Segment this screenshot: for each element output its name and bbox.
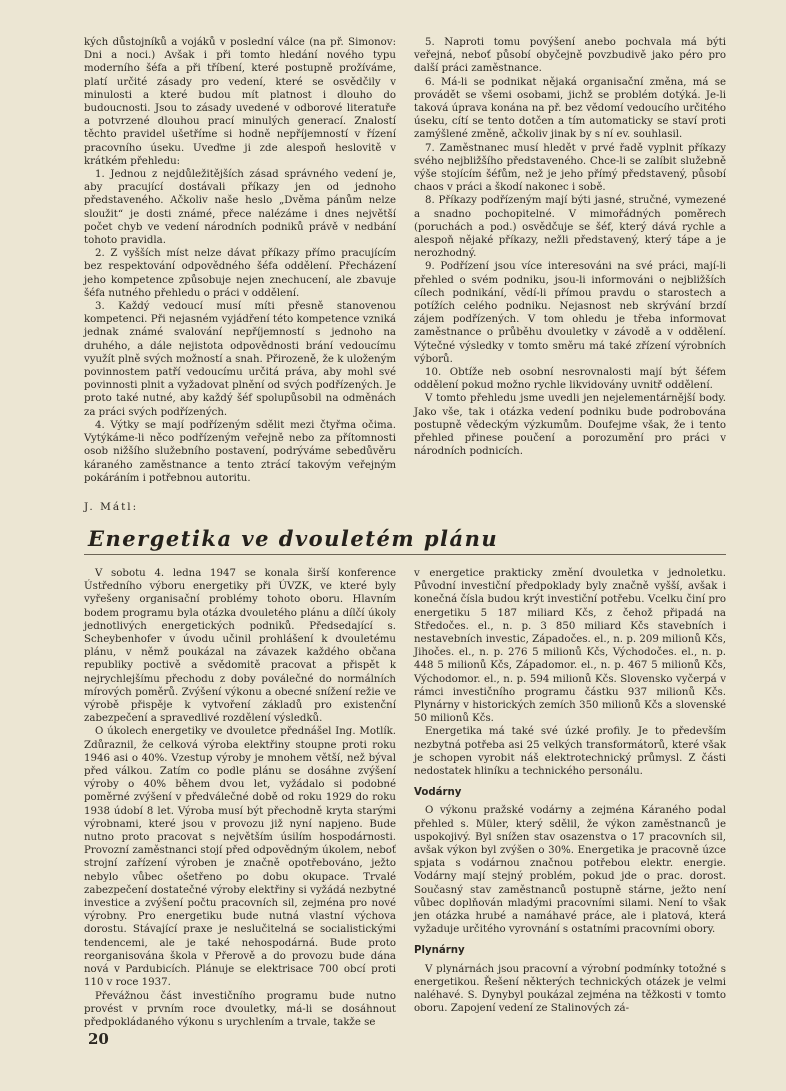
page-number: 20 <box>88 1030 109 1048</box>
paragraph: V tomto přehledu jsme uvedli jen nejelementárnější body. Jako vše, tak i otázka vedení podniku bude podrobována postupně vědeckým výzkumům. Doufejme však, že i tento přehled přinese poučení a porozumění pro práci v národních podnicích. <box>414 393 726 458</box>
paragraph: Převážnou část investičního programu bude nutno provést v prvním roce dvouletky, má-li se dosáhnout předpokládaného výkonu s urychlením a trvale, takže se <box>84 990 396 1028</box>
paragraph: 8. Příkazy podřízeným mají býti jasné, stručné, vymezené a snadno pochopitelné. V mimořádných poměrech (poruchách a pod.) osvědčuje se šéf, který dává rychle a alespoň nějaké příkazy, nežli představený, který tápe a je nerozhodný. <box>414 195 726 260</box>
article-author: J. Mátl: <box>84 501 139 513</box>
paragraph: Energetika má také své úzké profily. Je to především nezbytná potřeba asi 25 velkých transformátorů, které však je schopen vyrobit náš elektrotechnický průmysl. Z části nedostatek hliníku a technického personálu. <box>414 726 726 778</box>
top-left-column <box>84 36 396 485</box>
paragraph: 9. Podřízení jsou více interesováni na své práci, mají-li přehled o svém podniku, jsou-li informováni o nejbližších cílech podnikání, vědí-li přímou pravdu o starostech a potížích celého podniku. Nejasnost neb skrývání brzdí zájem podřízených. V tom ohledu je třeba informovat zaměstnance o průběhu dvouletky v závodě a v oddělení. Výtečné výsledky v tomto směru má také zřízení výrobních výborů. <box>414 261 726 365</box>
title-divider <box>84 554 726 555</box>
paragraph: 2. Z vyšších míst nelze dávat příkazy přímo pracujícím bez respektování odpovědného šéfa oddělení. Přecházení jeho kompetence způsobuje nejen znechucení, ale zbavuje šéfa nutného přehledu o práci v oddělení. <box>84 248 396 299</box>
paragraph: O výkonu pražské vodárny a zejména Káraného podal přehled s. Müler, který sdělil, že výkon zaměstnanců je uspokojivý. Byl snížen stav osazenstva o 17 pracovních sil, avšak výkon byl zvýšen o 30%. Energetika je pracovně úzce spjata s vodárnou značnou potřebou elektr. energie. Vodárny mají stejný problém, pokud jde o prac. dorost. Současný stav zaměstnanců postupně stárne, ježto není vůbec doplňován mladými pracovními silami. Není to však jen otázka hrubé a namáhavé práce, ale i platová, která vyžaduje určitého vyrovnání s ostatními pracovními obory. <box>414 805 726 936</box>
paragraph: V sobotu 4. ledna 1947 se konala širší konference Ústředního výboru energetiky při ÚVZK, ve které byly vyřešeny organisační problémy tohoto oboru. Hlavním bodem programu byla otázka dvouletého plánu a dílčí úkoly jednotlivých energetických podniků. Předsedající s. Scheybenhofer v úvodu učinil prohlášení k dvouletému plánu, v němž poukázal na závazek každého občana republiky poctivě a svědomitě pracovat a přispět k nejrychlejšímu přechodu z doby poválečné do normálních mírových poměrů. Zvýšení výkonu a obecné snížení režie ve výrobě přispěje k vytvoření základů pro existenční zabezpečení a spravedlivé rozdělení výsledků. <box>84 568 396 725</box>
paragraph: 3. Každý vedoucí musí míti přesně stanovenou kompetenci. Při nejasném vyjádření této kompetence vzniká jednak známé svalování nepříjemností s jednoho na druhého, a dále nejistota odpovědnosti brání vedoucímu využít plně svých možností a snah. Přirozeně, že k uloženým povinnostem patří vedoucímu určitá práva, aby mohl své povinnosti plnit a vyžadovat plnění od svých podřízených. Je proto také nutné, aby každý šéf spolupůsobil na odměnách za práci svých podřízených. <box>84 301 396 418</box>
paragraph: 6. Má-li se podnikat nějaká organisační změna, má se provádět se všemi osobami, jichž se problém dotýká. Je-li taková úprava konána na př. bez vědomí vedoucího určitého úseku, cítí se tento dotčen a tím automaticky se staví proti zamýšlené změně, ačkoliv jinak by s ní ev. souhlasil. <box>414 76 726 141</box>
bottom-left-column <box>84 567 396 1029</box>
paragraph: 7. Zaměstnanec musí hledět v prvé řadě vyplnit příkazy svého nejbližšího představeného. Chce-li se zalíbit služebně výše stojícím šéfům, než je jeho přímý představený, působí chaos v práci a škodí nakonec i sobě. <box>414 142 726 194</box>
top-right-column <box>414 36 726 459</box>
paragraph: O úkolech energetiky ve dvouletce přednášel Ing. Motlík. Zdůraznil, že celková výroba elektřiny stoupne proti roku 1946 asi o 40%. Vzestup výroby je mnohem větší, než býval před válkou. Zatím co podle plánu se dosáhne zvýšení výroby o 40% během dvou let, vyžádalo si podobné poměrné zvýšení v předválečné době od roku 1929 do roku 1938 údobí 8 let. Výroba musí být přechodně kryta starými výrobnami, které jsou v provozu již nyní napjeno. Bude nutno proto pracovat s největším úsilím hospodárnosti. Provozní zaměstnanci stojí před odpovědným úkolem, neboť strojní zařízení výroben je značně opotřebováno, ježto nebylo vůbec ošetřeno po dobu okupace. Trvalé zabezpečení dostatečné výroby elektřiny si vyžádá nezbytné investice a zvýšení počtu pracovních sil, zejména pro nové výrobny. Pro energetiku bude nutná vlastní výchova dorostu. Stávající praxe je neslučitelná se socialistickými tendencemi, ale je také nehospodárná. Bude proto reorganisována škola v Přerově a do provozu bude dána nová v Pardubicích. Plánuje se elektrisace 700 obcí proti 110 v roce 1937. <box>84 726 396 989</box>
paragraph: 10. Obtíže neb osobní nesrovnalosti mají být šéfem oddělení pokud možno rychle likvidovány uvnitř oddělení. <box>414 367 726 392</box>
paragraph: 5. Naproti tomu povýšení anebo pochvala má býti veřejná, neboť působí obyčejně povzbudivě jako péro pro další práci zaměstnance. <box>414 37 726 75</box>
section-heading-vodarny: Vodárny <box>414 787 462 799</box>
paragraph: kých důstojníků a vojáků v poslední válce (na př. Simonov: Dni a noci.) Avšak i při tomto hledání nového typu moderního šéfa a při tříbení, které postupně prožíváme, platí určité zásady pro vedení, které se osvědčily v minulosti a které budou mít platnost i dlouho do budoucnosti. Jsou to zásady uvedené v odborové literatuře a potvrzené dlouhou prací minulých generací. Znalostí těchto pravidel ušetříme si hodně nepříjemností v řízení pracovního úseku. Uveďme ji zde alespoň heslovitě v krátkém přehledu: <box>84 37 396 167</box>
section-heading-plynarny: Plynárny <box>414 945 465 957</box>
paragraph: 1. Jednou z nejdůležitějších zásad správného vedení je, aby pracující dostávali příkazy jen od jednoho představeného. Ačkoliv naše heslo „Dvěma pánům nelze sloužit“ je dosti známé, přece nalézáme i dnes největší počet chyb ve vedení národních podniků právě v nedbání tohoto pravidla. <box>84 169 396 247</box>
article-title: Energetika ve dvouletém plánu <box>88 526 499 551</box>
paragraph: v energetice prakticky změní dvouletka v jednoletku. Původní investiční předpoklady byly značně vyšší, avšak i konečná čísla budou krýt investiční potřebu. Vcelku činí pro energetiku 5 187 miliard Kčs, z čehož připadá na Středočes. el., n. p. 3 850 miliard Kčs stavebních i nestavebních investic, Západočes. el., n. p. 209 milionů Kčs, Jihočes. el., n. p. 276 5 milionů Kčs, Východočes. el., n. p. 448 5 milionů Kčs, Západomor. el., n. p. 467 5 milionů Kčs, Východomor. el., n. p. 594 milionů Kčs. Slovensko vyčerpá v rámci investičního programu částku 937 milionů Kčs. Plynárny v historických zemích 350 milionů Kčs a slovenské 50 milionů Kčs. <box>414 568 726 725</box>
paragraph: V plynárnách jsou pracovní a výrobní podmínky totožné s energetikou. Řešení některých technických otázek je velmi naléhavé. S. Dynybyl poukázal zejména na těžkosti v tomto oboru. Zapojení vedení ze Stalinových zá- <box>414 963 726 1015</box>
paragraph: 4. Výtky se mají podřízeným sdělit mezi čtyřma očima. Vytýkáme-li něco podřízeným veřejně nebo za přítomnosti osob nižšího služebního postavení, podrýváme sebedůvěru káraného zaměstnance a tento ztrácí takovým veřejným pokáráním i potřebnou autoritu. <box>84 419 396 484</box>
bottom-right-column <box>414 567 726 1016</box>
